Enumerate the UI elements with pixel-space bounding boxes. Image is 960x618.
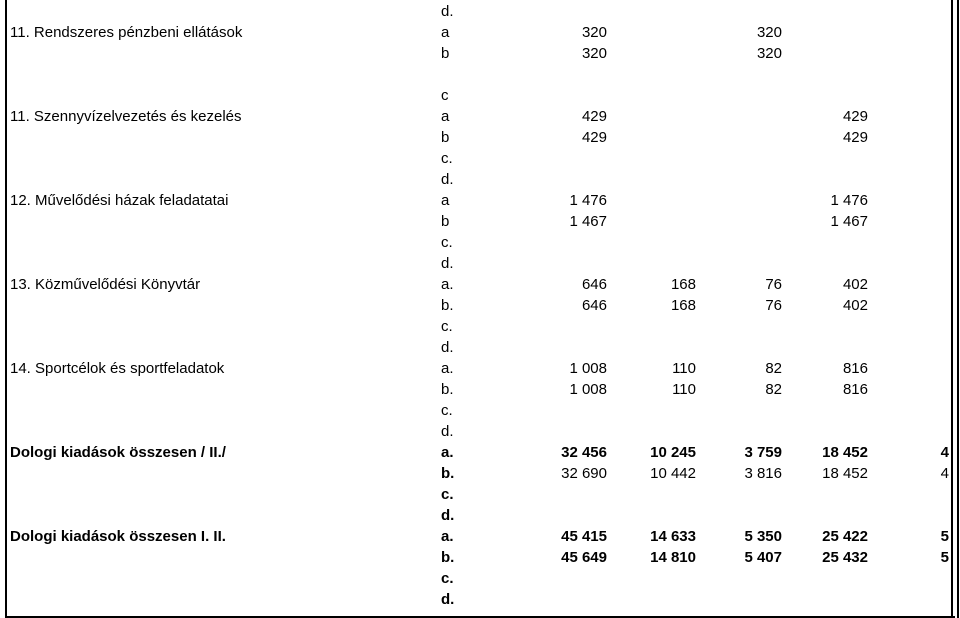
value-cell: 45 649: [561, 549, 607, 566]
row-code: c.: [441, 150, 453, 167]
value-cell: 82: [765, 360, 782, 377]
value-cell: 18 452: [822, 465, 868, 482]
row-code: b.: [441, 297, 454, 314]
value-cell: 4: [940, 465, 949, 482]
row-code: a: [441, 24, 450, 41]
value-cell: 76: [765, 297, 782, 314]
row-code: c.: [441, 486, 454, 503]
table-row: [0, 85, 960, 106]
value-cell: 3 759: [744, 444, 782, 461]
row-code: b: [441, 45, 450, 62]
table-row: [0, 421, 960, 442]
row-label: Dologi kiadások összesen / II./: [10, 444, 226, 461]
value-cell: 402: [842, 297, 868, 314]
row-code: c.: [441, 318, 453, 335]
table-row: [0, 148, 960, 169]
value-cell: 816: [842, 381, 868, 398]
table-row: [0, 43, 960, 64]
row-label: 13. Közművelődési Könyvtár: [10, 276, 201, 293]
value-cell: 429: [581, 129, 607, 146]
value-cell: 45 415: [561, 528, 607, 545]
value-cell: 1 467: [830, 213, 868, 230]
value-cell: 1 008: [569, 360, 607, 377]
value-cell: 816: [842, 360, 868, 377]
row-code: d.: [441, 507, 455, 524]
row-code: a.: [441, 276, 454, 293]
table-row: [0, 253, 960, 274]
row-code: d.: [441, 423, 454, 440]
table-row: [0, 127, 960, 148]
table-row: [0, 316, 960, 337]
value-cell: 10 245: [650, 444, 696, 461]
row-code: d.: [441, 3, 454, 20]
table-row: [0, 400, 960, 421]
value-cell: 5: [940, 549, 949, 566]
table-row: [0, 589, 960, 610]
value-cell: 320: [581, 45, 607, 62]
value-cell: 1 008: [569, 381, 607, 398]
value-cell: 5 407: [744, 549, 782, 566]
value-cell: 14 810: [650, 549, 696, 566]
value-cell: 25 422: [822, 528, 868, 545]
table-row: [0, 211, 960, 232]
table-row: [0, 442, 960, 463]
table-row: [0, 106, 960, 127]
row-code: b.: [441, 549, 455, 566]
value-cell: 320: [756, 45, 782, 62]
table-row: [0, 568, 960, 589]
value-cell: 110: [672, 381, 696, 398]
table-row: [0, 190, 960, 211]
row-code: a.: [441, 360, 454, 377]
table-row: [0, 64, 960, 85]
row-code: c.: [441, 570, 454, 587]
row-label: 12. Művelődési házak feladatatai: [10, 192, 229, 209]
row-code: a.: [441, 528, 454, 545]
table-row: [0, 526, 960, 547]
value-cell: 32 690: [561, 465, 607, 482]
value-cell: 25 432: [822, 549, 868, 566]
table-row: [0, 484, 960, 505]
row-code: a.: [441, 444, 454, 461]
value-cell: 5 350: [744, 528, 782, 545]
table-row: [0, 295, 960, 316]
value-cell: 32 456: [561, 444, 607, 461]
value-cell: 4: [940, 444, 949, 461]
row-code: a: [441, 108, 450, 125]
row-code: c.: [441, 402, 453, 419]
value-cell: 1 476: [830, 192, 868, 209]
row-label: 11. Rendszeres pénzbeni ellátások: [10, 24, 243, 41]
row-code: b.: [441, 465, 455, 482]
value-cell: 429: [842, 129, 868, 146]
value-cell: 18 452: [822, 444, 868, 461]
row-label: Dologi kiadások összesen I. II.: [10, 528, 226, 545]
value-cell: 10 442: [650, 465, 696, 482]
row-code: c: [441, 87, 449, 104]
row-code: d.: [441, 591, 455, 608]
table-row: [0, 1, 960, 22]
table-row: [0, 232, 960, 253]
value-cell: 646: [581, 297, 607, 314]
table-row: [0, 463, 960, 484]
table-row: [0, 379, 960, 400]
value-cell: 14 633: [650, 528, 696, 545]
value-cell: 110: [672, 360, 696, 377]
row-label: 11. Szennyvízelvezetés és kezelés: [10, 108, 242, 125]
row-code: d.: [441, 339, 454, 356]
row-code: b: [441, 129, 450, 146]
value-cell: 646: [581, 276, 607, 293]
value-cell: 76: [765, 276, 782, 293]
row-code: d.: [441, 255, 454, 272]
value-cell: 429: [842, 108, 868, 125]
value-cell: 320: [581, 24, 607, 41]
table-row: [0, 169, 960, 190]
row-code: c.: [441, 234, 453, 251]
value-cell: 168: [670, 297, 696, 314]
row-label: 14. Sportcélok és sportfeladatok: [10, 360, 225, 377]
row-code: b.: [441, 381, 454, 398]
value-cell: 429: [581, 108, 607, 125]
row-code: d.: [441, 171, 454, 188]
table-row: [0, 358, 960, 379]
table-row: [0, 22, 960, 43]
table-row: [0, 547, 960, 568]
value-cell: 82: [765, 381, 782, 398]
row-code: a: [441, 192, 450, 209]
value-cell: 1 476: [569, 192, 607, 209]
value-cell: 402: [842, 276, 868, 293]
value-cell: 1 467: [569, 213, 607, 230]
row-code: b: [441, 213, 450, 230]
value-cell: 320: [756, 24, 782, 41]
table-row: [0, 274, 960, 295]
value-cell: 168: [670, 276, 696, 293]
value-cell: 5: [940, 528, 949, 545]
table-row: [0, 337, 960, 358]
value-cell: 3 816: [744, 465, 782, 482]
table-row: [0, 505, 960, 526]
